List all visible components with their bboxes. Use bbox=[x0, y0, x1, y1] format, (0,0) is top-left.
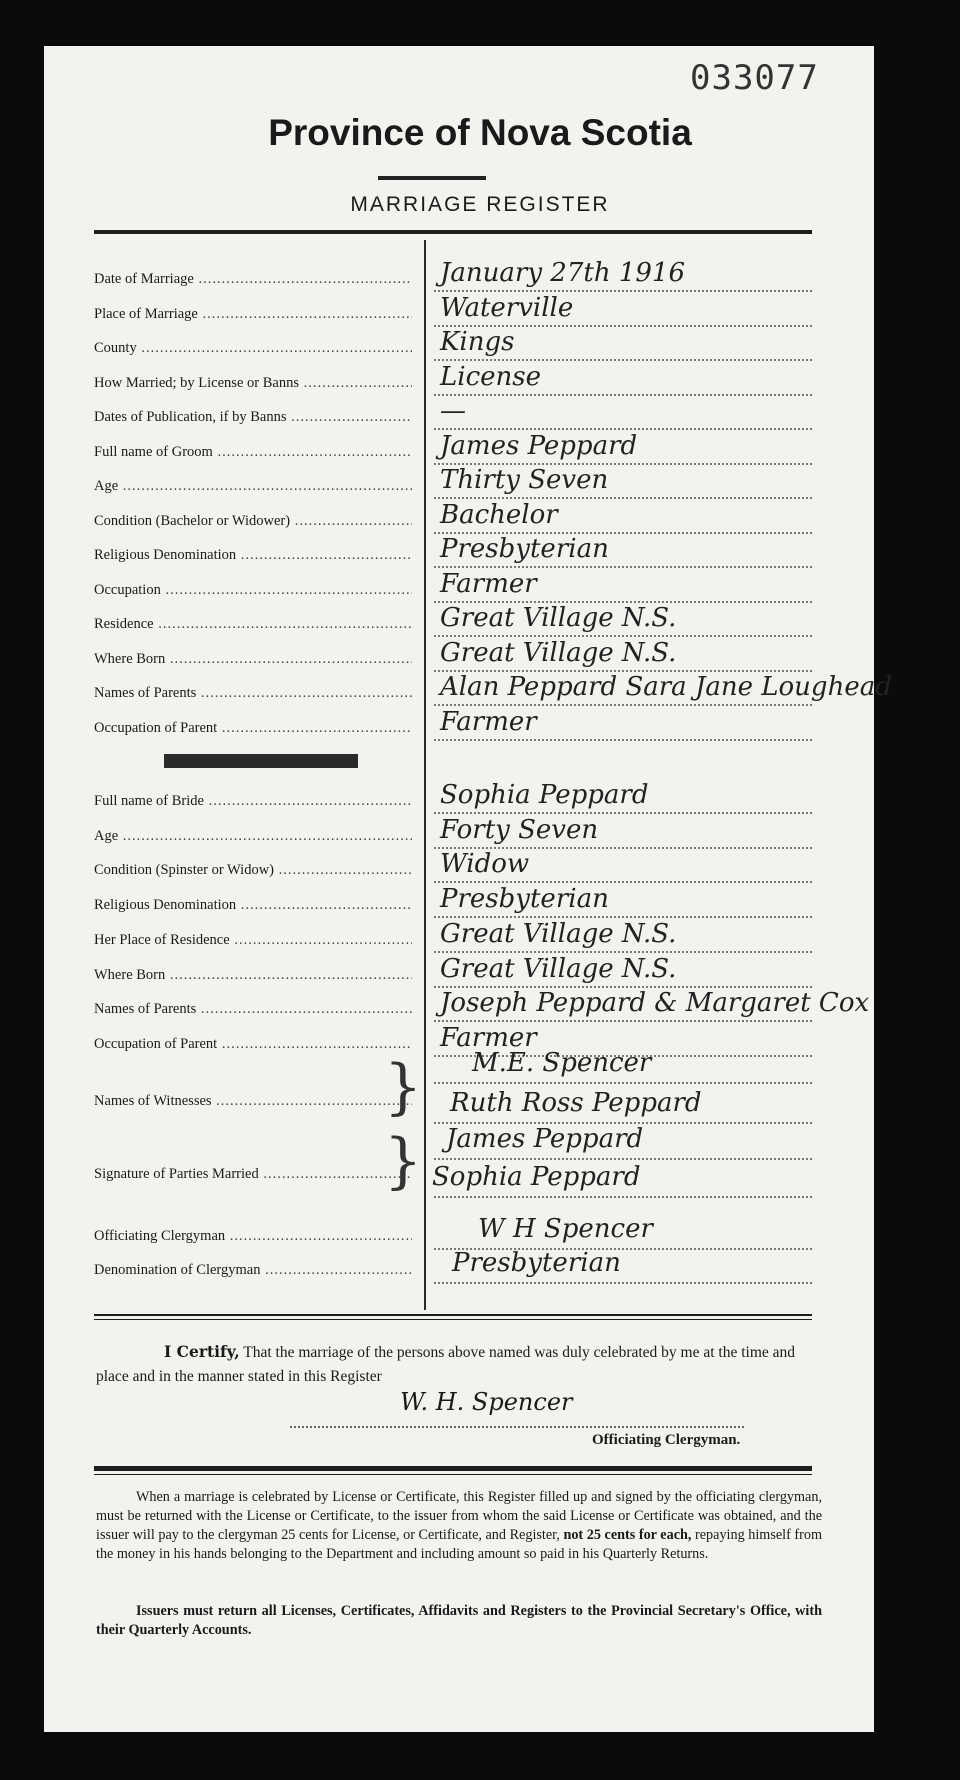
marriage-label-7: Condition (Bachelor or Widower) ..... bbox=[94, 510, 412, 532]
witness-1: M.E. Spencer bbox=[472, 1048, 652, 1078]
witnesses-bracket: } bbox=[384, 1052, 423, 1122]
marriage-value-10: Great Village N.S. bbox=[440, 603, 677, 633]
bride-value-5: Great Village N.S. bbox=[440, 953, 677, 984]
marriage-value-7: Bachelor bbox=[440, 499, 558, 530]
instructions-text-a: When a marriage is celebrated by License or Certificate, this Register filled up and signed by the officiating clergyman, must be returned with the License or Certificate, to the issuer from whom the said License or Certificate was obtained, and the issuer will pay to the clergyman 25 cents for License, or Certificate, and Register, bbox=[96, 1489, 822, 1543]
witnesses-label: Names of Witnesses ..... bbox=[94, 1090, 412, 1112]
marriage-label-8: Religious Denomination ..... bbox=[94, 544, 412, 566]
marriage-label-4: Dates of Publication, if by Banns ..... bbox=[94, 406, 412, 428]
marriage-label-6: Age ..... bbox=[94, 475, 412, 497]
instructions-bold: not 25 cents for each, bbox=[563, 1527, 692, 1543]
marriage-label-2: County ..... bbox=[94, 337, 412, 359]
officiating-clergyman-caption: Officiating Clergyman. bbox=[592, 1432, 741, 1448]
top-rule bbox=[94, 230, 812, 234]
certify-lead: I Certify, bbox=[164, 1342, 240, 1361]
party-2-signature: Sophia Peppard bbox=[432, 1162, 641, 1192]
clergyman-signature: W. H. Spencer bbox=[400, 1388, 573, 1416]
bride-label-0: Full name of Bride ..... bbox=[94, 790, 412, 812]
clergy-denomination-label: Denomination of Clergyman ..... bbox=[94, 1259, 412, 1281]
marriage-label-10: Residence ..... bbox=[94, 613, 412, 635]
certify-text: That the marriage of the persons above named was duly celebrated by me at the time and place and in the manner stated in this Register bbox=[96, 1344, 796, 1385]
officiating-clergyman-label: Officiating Clergyman ..... bbox=[94, 1225, 412, 1247]
marriage-value-11: Great Village N.S. bbox=[440, 637, 677, 668]
marriage-value-2: Kings bbox=[440, 327, 515, 357]
parties-bracket: } bbox=[384, 1126, 423, 1196]
bride-label-1: Age ..... bbox=[94, 825, 412, 847]
bride-value-6: Joseph Peppard & Margaret Cox bbox=[440, 988, 870, 1019]
parties-label: Signature of Parties Married ..... bbox=[94, 1163, 412, 1185]
bride-value-4: Great Village N.S. bbox=[440, 918, 677, 949]
certify-statement bbox=[96, 1340, 820, 1389]
marriage-value-8: Presbyterian bbox=[440, 534, 609, 564]
marriage-value-6: Thirty Seven bbox=[440, 465, 609, 495]
marriage-line-13 bbox=[434, 737, 812, 741]
bride-value-2: Widow bbox=[440, 849, 530, 880]
witness-2: Ruth Ross Peppard bbox=[450, 1088, 702, 1118]
form-title: Province of Nova Scotia bbox=[268, 112, 692, 153]
marriage-label-3: How Married; by License or Banns ..... bbox=[94, 372, 412, 394]
clergy-denomination-value: Presbyterian bbox=[452, 1248, 621, 1278]
marriage-label-12: Names of Parents ..... bbox=[94, 682, 412, 704]
bride-label-3: Religious Denomination ..... bbox=[94, 894, 412, 916]
marriage-value-12: Alan Peppard Sara Jane Loughead bbox=[440, 672, 892, 702]
marriage-value-0: January 27th 1916 bbox=[440, 258, 686, 288]
marriage-label-0: Date of Marriage ..... bbox=[94, 268, 412, 290]
bride-label-5: Where Born ..... bbox=[94, 964, 412, 986]
marriage-label-9: Occupation ..... bbox=[94, 579, 412, 601]
marriage-value-1: Waterville bbox=[440, 292, 574, 323]
bride-value-0: Sophia Peppard bbox=[440, 780, 649, 810]
bride-label-4: Her Place of Residence ..... bbox=[94, 929, 412, 951]
title-rule bbox=[378, 176, 486, 180]
form-subtitle: MARRIAGE REGISTER bbox=[350, 193, 610, 216]
marriage-label-1: Place of Marriage ..... bbox=[94, 303, 412, 325]
denomination-line bbox=[434, 1280, 812, 1284]
officiating-clergyman-value: W H Spencer bbox=[478, 1214, 653, 1244]
certify-rule-top-2 bbox=[94, 1319, 812, 1320]
bride-label-2: Condition (Spinster or Widow) ..... bbox=[94, 859, 412, 881]
bride-value-7: Farmer bbox=[440, 1022, 537, 1053]
marriage-value-4: — bbox=[440, 396, 466, 426]
footer-rule bbox=[94, 1466, 812, 1471]
bride-label-6: Names of Parents ..... bbox=[94, 998, 412, 1020]
bride-value-1: Forty Seven bbox=[440, 814, 599, 845]
marriage-value-5: James Peppard bbox=[440, 430, 638, 461]
marriage-line-3 bbox=[434, 392, 812, 396]
bride-label-7: Occupation of Parent ..... bbox=[94, 1033, 412, 1055]
instructions-text-b: repaying himself from the money in his hands belonging to the Department and including amount so paid in his Quarterly Returns. bbox=[96, 1527, 822, 1562]
marriage-label-13: Occupation of Parent ..... bbox=[94, 717, 412, 739]
marriage-value-3: License bbox=[440, 361, 542, 392]
witness-1-line bbox=[434, 1080, 812, 1084]
footer-rule-2 bbox=[94, 1474, 812, 1475]
column-divider bbox=[424, 240, 426, 1310]
marriage-value-13: Farmer bbox=[440, 706, 537, 737]
section-divider bbox=[164, 754, 358, 768]
marriage-label-11: Where Born ..... bbox=[94, 648, 412, 670]
party-2-line bbox=[434, 1194, 812, 1198]
marriage-label-5: Full name of Groom ..... bbox=[94, 441, 412, 463]
bride-value-3: Presbyterian bbox=[440, 884, 609, 915]
certify-rule-top bbox=[94, 1314, 812, 1316]
issuers-notice: Issuers must return all Licenses, Certificates, Affidavits and Registers to the Provincial Secretary's Office, with their Quarterly Accounts. bbox=[96, 1603, 822, 1638]
party-1-signature: James Peppard bbox=[446, 1124, 644, 1154]
signature-line bbox=[290, 1426, 744, 1428]
certificate-number: 033077 bbox=[690, 58, 819, 98]
marriage-value-9: Farmer bbox=[440, 568, 537, 599]
instructions-paragraph bbox=[96, 1488, 822, 1564]
